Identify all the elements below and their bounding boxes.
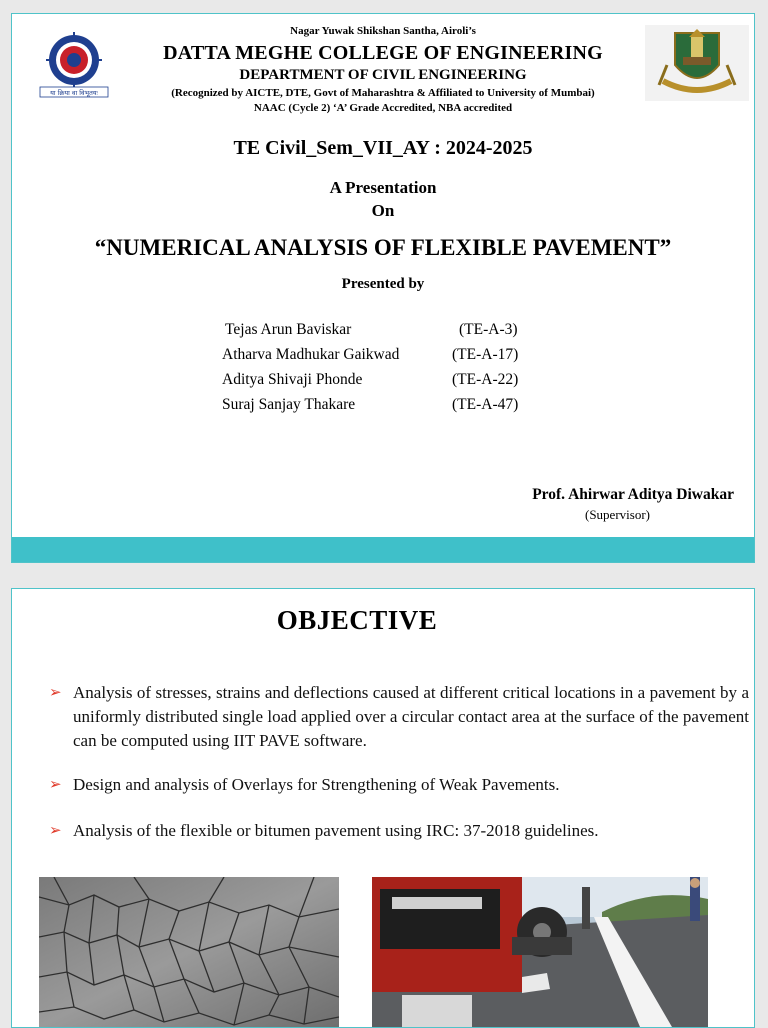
objective-bullet xyxy=(49,773,749,797)
member-roll: (TE-A-17) xyxy=(452,346,519,363)
objective-slide xyxy=(11,588,755,1028)
presented-by-label: Presented by xyxy=(341,276,425,292)
bullet-text: Analysis of the flexible or bitumen pavement using IRC: 37-2018 guidelines. xyxy=(73,821,599,840)
arrow-bullet-icon: ➢ xyxy=(49,823,62,839)
presentation-line: A Presentation xyxy=(329,178,437,197)
member-roll: (TE-A-47) xyxy=(452,396,519,413)
semester-line: TE Civil_Sem_VII_AY : 2024-2025 xyxy=(233,137,533,159)
member-name: Suraj Sanjay Thakare xyxy=(222,396,356,413)
objective-bullet xyxy=(49,681,749,753)
on-line: On xyxy=(371,201,395,220)
objective-bullet xyxy=(49,819,749,843)
arrow-bullet-icon: ➢ xyxy=(49,777,62,793)
presentation-title: “NUMERICAL ANALYSIS OF FLEXIBLE PAVEMENT” xyxy=(94,235,672,260)
bullet-text: Design and analysis of Overlays for Strengthening of Weak Pavements. xyxy=(73,775,560,794)
member-roll: (TE-A-22) xyxy=(452,371,519,388)
logo-motto: या क्रिया वा विभूतयः xyxy=(50,89,98,97)
society-name: Nagar Yuwak Shikshan Santha, Airoli’s xyxy=(290,25,476,37)
objective-heading: OBJECTIVE xyxy=(276,605,438,635)
department-name: DEPARTMENT OF CIVIL ENGINEERING xyxy=(239,67,527,83)
member-name: Tejas Arun Baviskar xyxy=(225,321,352,338)
bullet-text: Analysis of stresses, strains and deflections caused at different critical locations in a pavement by a uniformly distributed single load applied over a circular contact area at the surface of the pavement can be computed using IIT PAVE software. xyxy=(73,683,749,750)
title-slide xyxy=(11,13,755,563)
arrow-bullet-icon: ➢ xyxy=(49,685,62,701)
member-name: Aditya Shivaji Phonde xyxy=(222,371,363,388)
supervisor-role: (Supervisor) xyxy=(585,507,650,522)
member-roll: (TE-A-3) xyxy=(459,321,518,338)
recognition-line: (Recognized by AICTE, DTE, Govt of Maharashtra & Affiliated to University of Mumbai) xyxy=(171,87,595,99)
college-name: DATTA MEGHE COLLEGE OF ENGINEERING xyxy=(163,42,603,64)
cracked-pavement-photo xyxy=(39,877,339,1027)
accent-bar xyxy=(12,537,754,562)
road-marking-photo xyxy=(372,877,708,1027)
supervisor-name: Prof. Ahirwar Aditya Diwakar xyxy=(532,486,734,503)
accreditation-line: NAAC (Cycle 2) ‘A’ Grade Accredited, NBA accredited xyxy=(253,102,513,114)
member-name: Atharva Madhukar Gaikwad xyxy=(222,346,400,363)
